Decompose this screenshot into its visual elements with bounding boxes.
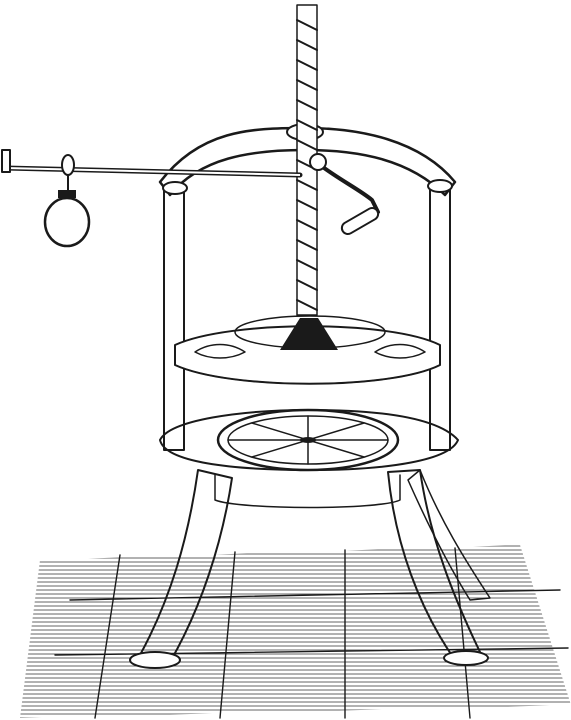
press-screw	[280, 5, 338, 350]
hanging-weight	[45, 190, 89, 246]
lever-arm	[2, 150, 300, 192]
tiled-floor	[20, 545, 571, 718]
press-crank	[310, 154, 380, 236]
